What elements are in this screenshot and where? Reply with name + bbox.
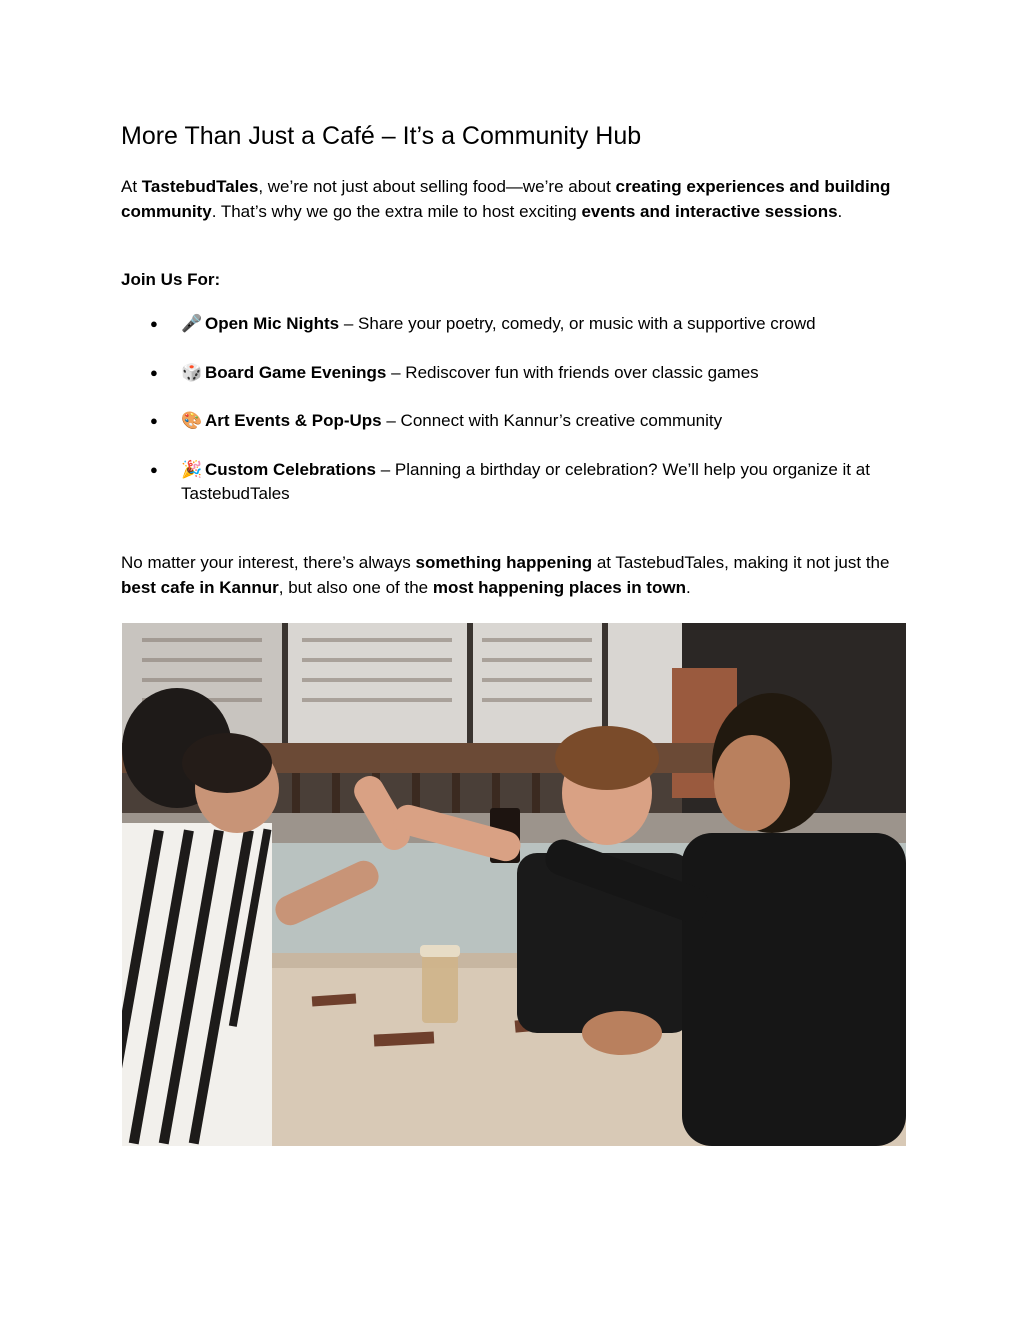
cafe-photo — [122, 623, 906, 1146]
events-list — [150, 312, 910, 531]
list-item — [150, 409, 910, 434]
intro-emphasis: creating experiences and building community — [121, 177, 891, 221]
bullet-icon: ● — [150, 364, 158, 380]
closing-emphasis: something happening — [415, 553, 593, 572]
bullet-icon: ● — [150, 316, 158, 331]
event-description: – Rediscover fun with friends over classic games — [386, 362, 759, 382]
closing-text: , but also one of the — [278, 577, 433, 597]
friends-toasting-image — [122, 623, 906, 1146]
list-item — [150, 361, 910, 386]
brand-name: TastebudTales — [141, 177, 259, 196]
intro-paragraph — [121, 175, 901, 224]
closing-emphasis: most happening places in town — [432, 577, 686, 597]
closing-text: . — [685, 577, 691, 597]
intro-text: . That’s why we go the extra mile to host exciting — [211, 201, 582, 221]
list-item — [150, 458, 910, 507]
closing-emphasis: best cafe in Kannur — [121, 577, 279, 597]
event-name: Open Mic Nights — [205, 314, 340, 333]
party-popper-icon: 🎉 — [181, 459, 203, 479]
bullet-icon: ● — [150, 461, 158, 477]
event-description: – Connect with Kannur’s creative community — [381, 411, 723, 430]
closing-paragraph — [121, 551, 911, 600]
palette-icon: 🎨 — [181, 411, 203, 430]
event-name: Art Events & Pop-Ups — [205, 411, 382, 430]
page-title: More Than Just a Café – It’s a Community Hub — [121, 122, 642, 150]
microphone-icon: 🎤 — [181, 314, 203, 333]
closing-text: No matter your interest, there’s always — [121, 553, 416, 572]
list-item — [150, 312, 910, 337]
dice-icon: 🎲 — [181, 362, 203, 382]
intro-text: , we’re not just about selling food—we’re about — [258, 177, 616, 196]
bullet-icon: ● — [150, 413, 158, 428]
closing-text: at TastebudTales, making it not just the — [592, 553, 890, 572]
join-heading: Join Us For: — [121, 270, 221, 289]
intro-emphasis: events and interactive sessions — [581, 201, 838, 221]
intro-text: . — [837, 201, 843, 221]
event-description: – Share your poetry, comedy, or music with a supportive crowd — [339, 314, 816, 333]
intro-text: At — [121, 177, 142, 196]
event-description: – Planning a birthday or celebration? We’ll help you organize it at TastebudTales — [181, 459, 870, 503]
event-name: Custom Celebrations — [205, 459, 376, 479]
event-name: Board Game Evenings — [205, 362, 387, 382]
